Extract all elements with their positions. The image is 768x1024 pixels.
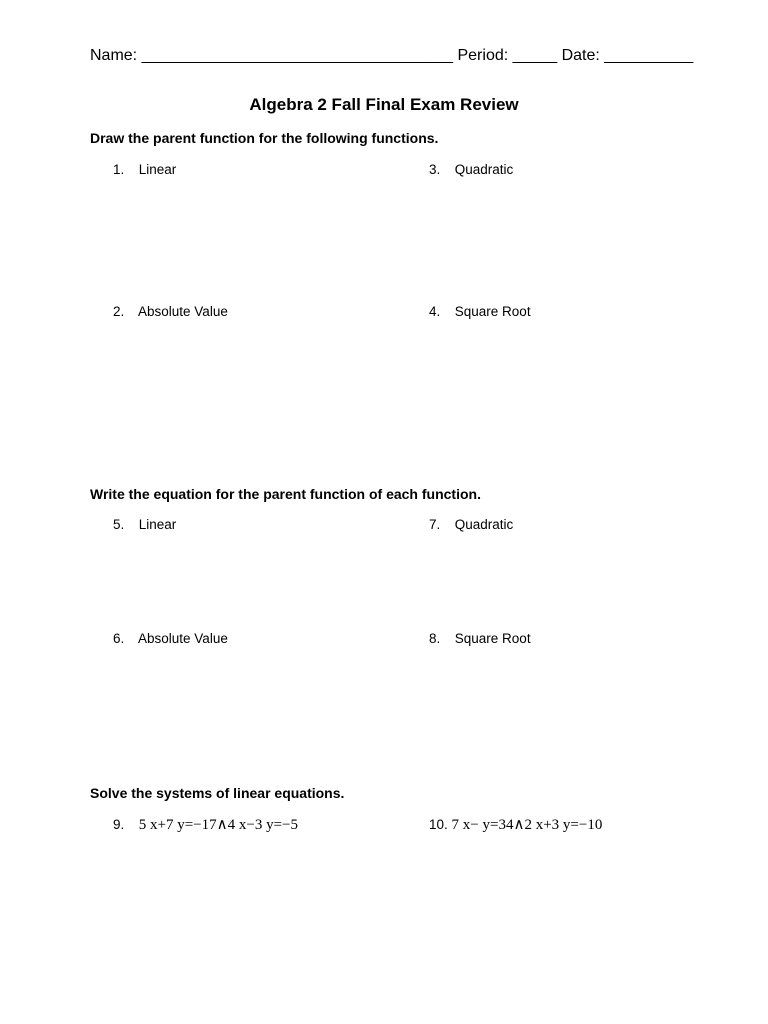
section-instruction-write: Write the equation for the parent function of each function. [90, 486, 481, 502]
period-blank: _____ [512, 47, 558, 64]
question-number: 7. [429, 517, 441, 532]
question-number: 2. [113, 304, 125, 319]
question-text: Linear [138, 162, 177, 177]
name-blank: ___________________________________ [141, 47, 454, 64]
question-8 [429, 631, 531, 646]
question-number: 9. [113, 817, 125, 832]
question-text: Linear [138, 517, 177, 532]
equation-system: 5 x+7 y=−17∧4 x−3 y=−5 [138, 817, 299, 833]
question-number: 6. [113, 631, 125, 646]
question-9 [113, 815, 298, 834]
question-2 [113, 304, 228, 319]
question-4 [429, 304, 531, 319]
date-blank: __________ [604, 47, 694, 64]
question-5 [113, 517, 176, 532]
page-title: Algebra 2 Fall Final Exam Review [249, 95, 519, 114]
name-label: Name: [90, 47, 138, 64]
question-text: Square Root [454, 304, 531, 319]
question-text: Absolute Value [138, 304, 228, 319]
question-text: Absolute Value [138, 631, 228, 646]
question-text: Quadratic [454, 517, 514, 532]
period-label: Period: [457, 47, 509, 64]
question-3 [429, 162, 513, 177]
question-number: 3. [429, 162, 441, 177]
question-number: 8. [429, 631, 441, 646]
question-number: 1. [113, 162, 125, 177]
date-label: Date: [561, 47, 600, 64]
question-1 [113, 162, 176, 177]
question-number: 10. [429, 817, 448, 832]
question-6 [113, 631, 228, 646]
question-number: 4. [429, 304, 441, 319]
equation-system: 7 x− y=34∧2 x+3 y=−10 [451, 817, 603, 833]
section-instruction-draw: Draw the parent function for the following functions. [90, 130, 439, 146]
student-info-line [90, 47, 693, 65]
question-number: 5. [113, 517, 125, 532]
question-text: Square Root [454, 631, 531, 646]
question-10 [429, 815, 602, 834]
question-7 [429, 517, 513, 532]
question-text: Quadratic [454, 162, 514, 177]
section-instruction-solve: Solve the systems of linear equations. [90, 785, 345, 801]
